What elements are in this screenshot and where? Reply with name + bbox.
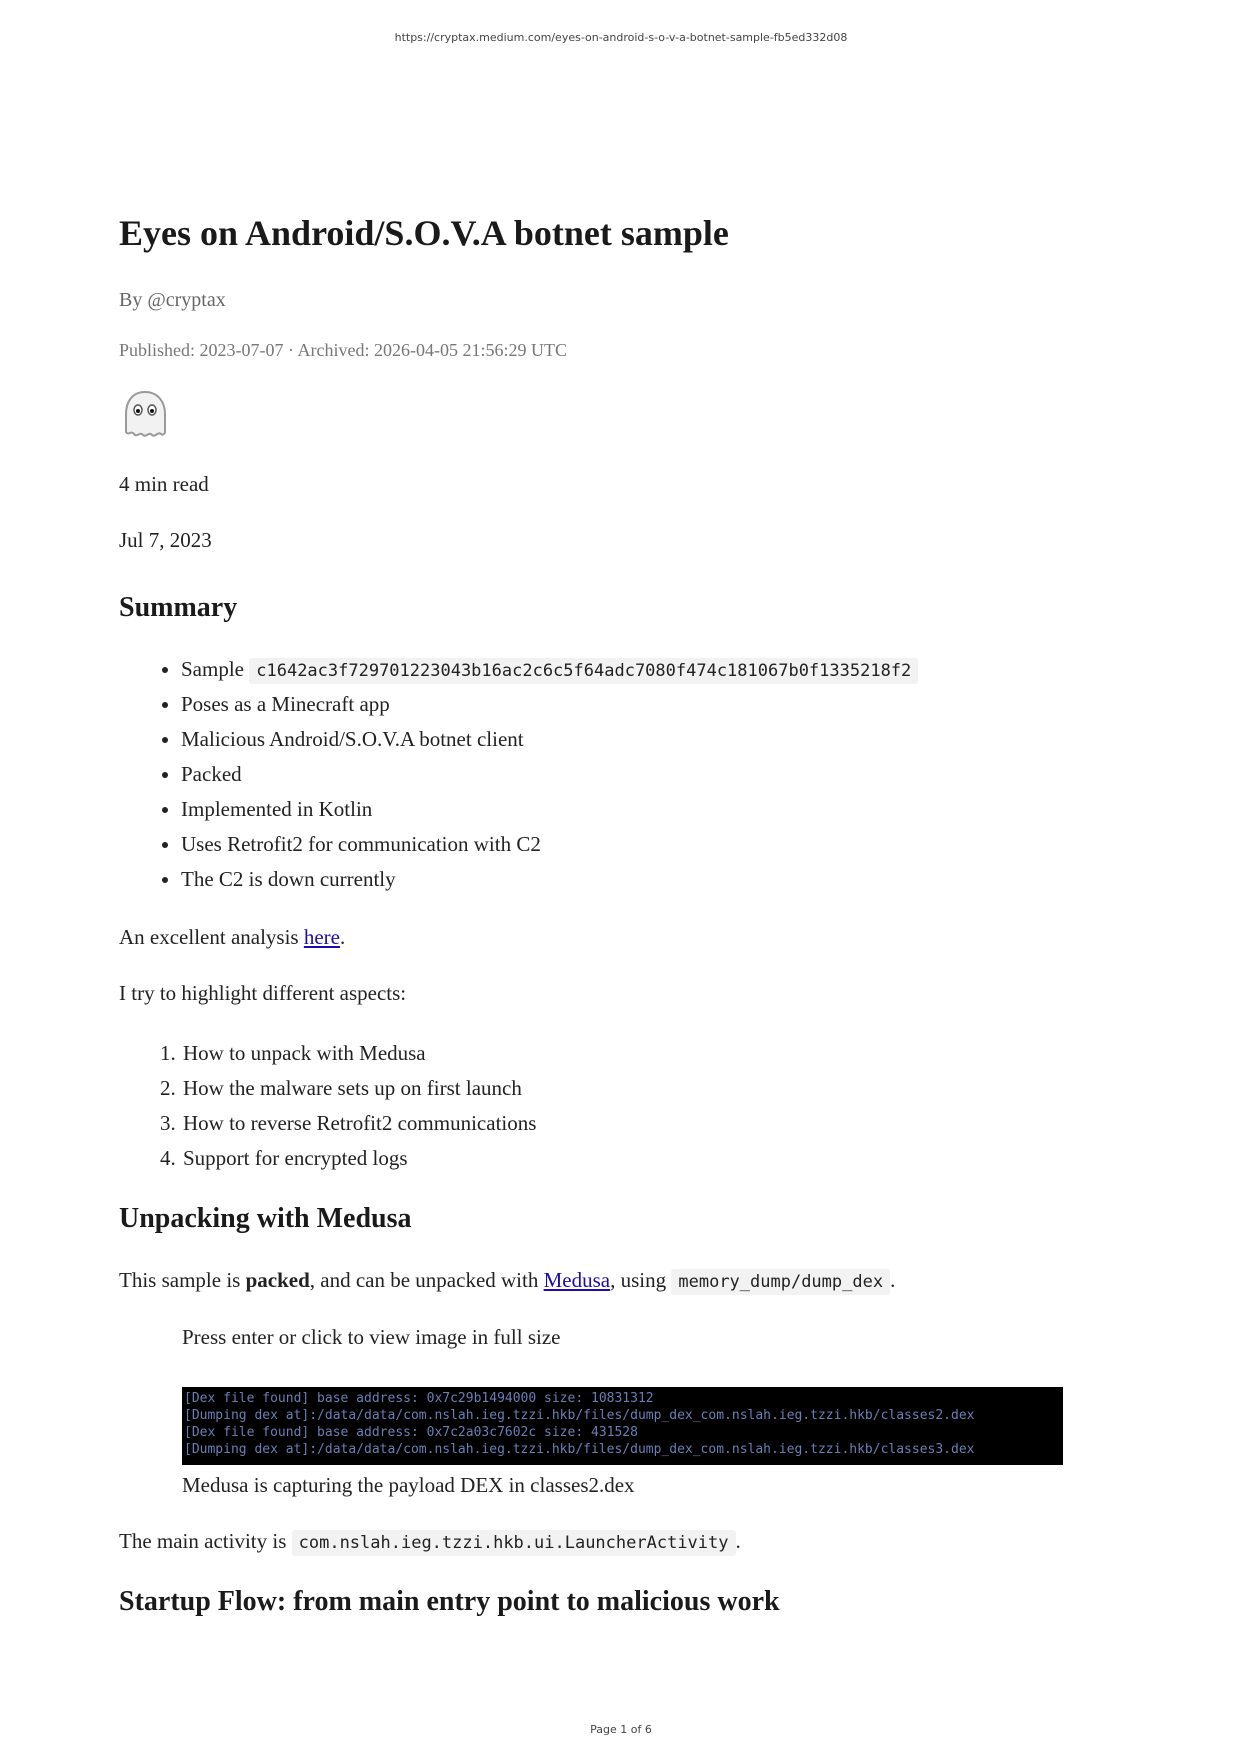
article-title: Eyes on Android/S.O.V.A botnet sample — [119, 213, 729, 253]
startup-heading: Startup Flow: from main entry point to malicious work — [119, 1586, 780, 1617]
summary-list — [119, 652, 918, 897]
publish-meta: Published: 2023-07-07 · Archived: 2026-04-05 21:56:29 UTC — [119, 340, 567, 360]
page-footer: Page 1 of 6 — [590, 1723, 652, 1736]
sample-hash: c1642ac3f729701223043b16ac2c6c5f64adc7080f474c181067b0f1335218f2 — [249, 658, 918, 684]
highlight-intro: I try to highlight different aspects: — [119, 981, 407, 1005]
terminal-line: [Dumping dex at]:/data/data/com.nslah.ieg.tzzi.hkb/files/dump_dex_com.nslah.ieg.tzzi.hkb/classes2.dex — [184, 1408, 975, 1423]
unpack-text-mid2: , using — [610, 1268, 672, 1292]
analysis-text: An excellent analysis — [119, 925, 304, 949]
analysis-paragraph — [119, 925, 345, 950]
unpack-text: This sample is — [119, 1268, 246, 1292]
main-activity-paragraph — [119, 1529, 741, 1554]
list-item: • Implemented in Kotlin — [181, 792, 918, 827]
summary-heading: Summary — [119, 592, 238, 623]
unpacking-heading: Unpacking with Medusa — [119, 1203, 412, 1234]
list-item: • Packed — [181, 757, 918, 792]
terminal-line: [Dex file found] base address: 0x7c2a03c7602c size: 431528 — [184, 1425, 638, 1440]
page-url: https://cryptax.medium.com/eyes-on-android-s-o-v-a-botnet-sample-fb5ed332d08 — [394, 31, 848, 44]
main-activity-suffix: . — [735, 1529, 741, 1553]
main-activity-text: The main activity is — [119, 1529, 292, 1553]
list-item: 4. Support for encrypted logs — [181, 1141, 536, 1176]
image-caption: Medusa is capturing the payload DEX in classes2.dex — [182, 1473, 635, 1497]
medusa-link[interactable]: Medusa — [543, 1268, 611, 1292]
terminal-line: [Dumping dex at]:/data/data/com.nslah.ieg.tzzi.hkb/files/dump_dex_com.nslah.ieg.tzzi.hkb/classes3.dex — [184, 1442, 975, 1457]
list-item: • The C2 is down currently — [181, 862, 918, 897]
unpacking-paragraph — [119, 1268, 895, 1293]
aspects-list — [119, 1036, 536, 1176]
list-item: • Poses as a Minecraft app — [181, 687, 918, 722]
analysis-link[interactable]: here — [303, 925, 340, 949]
image-hint: Press enter or click to view image in full size — [182, 1325, 561, 1349]
byline: By @cryptax — [119, 289, 226, 311]
ghost-avatar-icon — [119, 388, 171, 440]
main-activity-code: com.nslah.ieg.tzzi.hkb.ui.LauncherActivity — [292, 1530, 736, 1556]
analysis-suffix: . — [340, 925, 346, 949]
terminal-line: [Dex file found] base address: 0x7c29b1494000 size: 10831312 — [184, 1391, 654, 1406]
list-item: • Uses Retrofit2 for communication with C2 — [181, 827, 918, 862]
article-date: Jul 7, 2023 — [119, 528, 212, 552]
list-item: 2. How the malware sets up on first launch — [181, 1071, 536, 1106]
sample-label: Sample — [181, 657, 244, 681]
read-time: 4 min read — [119, 472, 209, 496]
list-item: 3. How to reverse Retrofit2 communications — [181, 1106, 536, 1141]
unpack-text-mid: , and can be unpacked with — [309, 1268, 544, 1292]
dump-dex-code: memory_dump/dump_dex — [671, 1269, 890, 1295]
packed-bold: packed — [245, 1268, 310, 1292]
list-item: • Malicious Android/S.O.V.A botnet client — [181, 722, 918, 757]
list-item — [181, 652, 918, 687]
list-item: 1. How to unpack with Medusa — [181, 1036, 536, 1071]
unpack-suffix: . — [890, 1268, 896, 1292]
terminal-screenshot[interactable] — [182, 1387, 1063, 1465]
